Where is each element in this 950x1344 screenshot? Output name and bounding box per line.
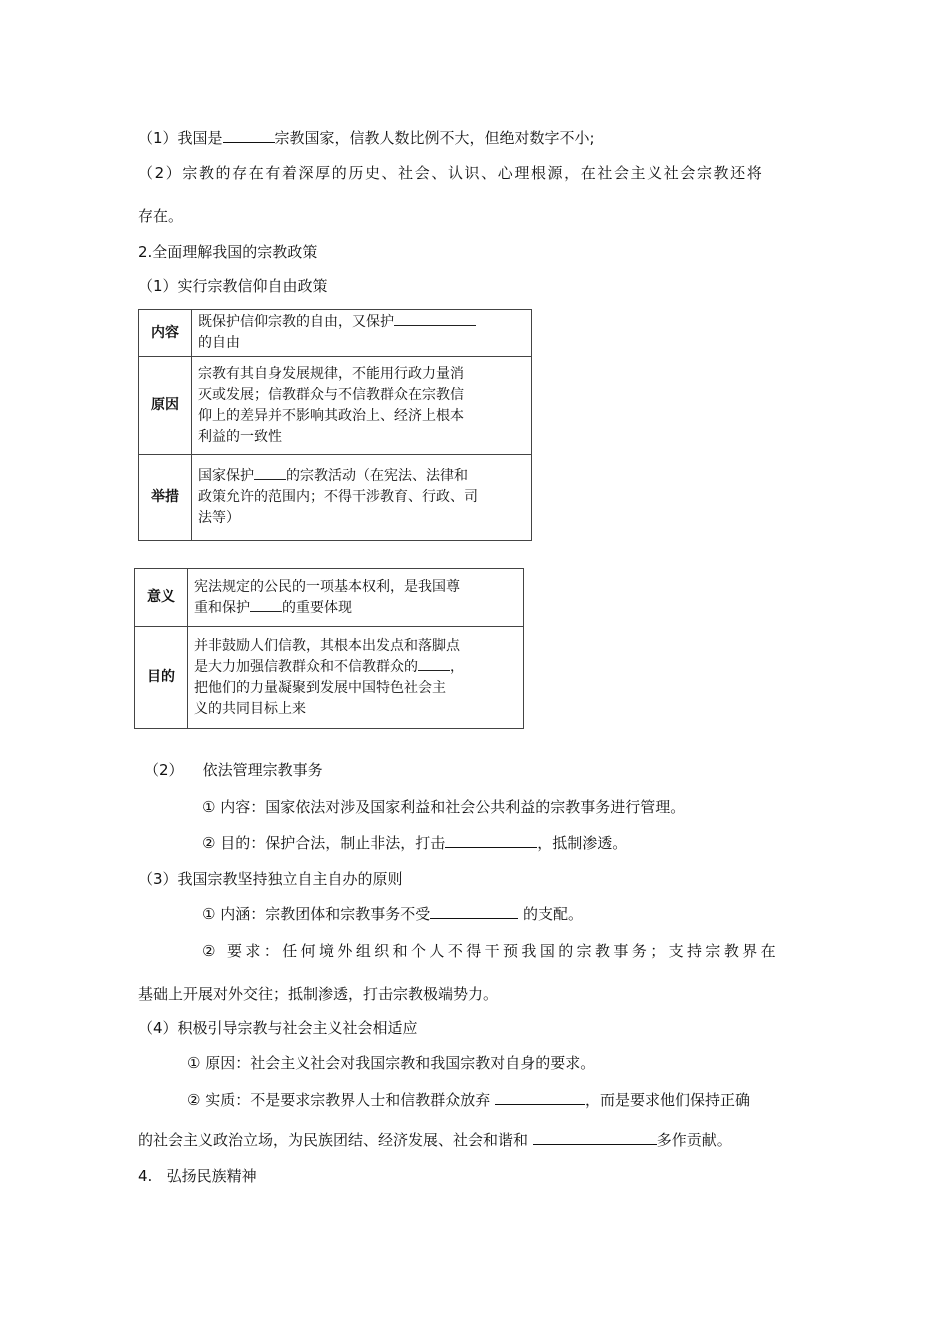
line-2: （2）宗教的存在有着深厚的历史、社会、认识、心理根源，在社会主义社会宗教还将: [138, 164, 764, 182]
fill-blank[interactable]: [495, 1090, 585, 1105]
row-header: 目的: [135, 627, 188, 729]
table-row: [139, 455, 532, 541]
line-content: ① 内容：国家依法对涉及国家利益和社会公共利益的宗教事务进行管理。: [202, 798, 686, 816]
table-cell: 既保护信仰宗教的自由，又保护 的自由: [192, 310, 532, 357]
fill-blank[interactable]: [250, 598, 282, 612]
sub-heading: （1）实行宗教信仰自由政策: [138, 277, 328, 295]
row-header: 举措: [139, 455, 192, 541]
table-row: [139, 357, 532, 455]
table-cell: 宪法规定的公民的一项基本权利，是我国尊 重和保护 的重要体现: [188, 569, 524, 627]
table-cell: 并非鼓励人们信教，其根本出发点和落脚点 是大力加强信教群众和不信教群众的 ， 把他们的力量凝聚到发展中国特色社会主 义的共同目标上来: [188, 627, 524, 729]
row-header: 内容: [139, 310, 192, 357]
section-heading: 2.全面理解我国的宗教政策: [138, 243, 318, 261]
fill-blank[interactable]: [394, 312, 476, 326]
line-essence-cont: 的社会主义政治立场，为民族团结、经济发展、社会和谐和 多作贡献。: [138, 1131, 732, 1149]
row-header: 意义: [135, 569, 188, 627]
table-row: [135, 627, 524, 729]
fill-blank[interactable]: [418, 657, 450, 671]
table-cell: 宗教有其自身发展规律，不能用行政力量消 灭或发展；信教群众与不信教群众在宗教信 仰上的差异并不影响其政治上、经济上根本 利益的一致性: [192, 357, 532, 455]
line-meaning: ① 内涵：宗教团体和宗教事务不受 的支配。: [202, 905, 583, 923]
fill-blank[interactable]: [445, 833, 537, 848]
line-1: （1）我国是 宗教国家，信教人数比例不大，但绝对数字不小;: [138, 129, 595, 147]
fill-blank[interactable]: [223, 128, 275, 143]
fill-blank[interactable]: [430, 904, 518, 919]
line-3: 存在。: [138, 207, 184, 225]
line-essence: ② 实质：不是要求宗教界人士和信教群众放弃 ，而是要求他们保持正确: [187, 1091, 751, 1109]
sub-heading-4: （4）积极引导宗教与社会主义社会相适应: [138, 1019, 418, 1037]
line-purpose: ② 目的：保护合法，制止非法，打击 ，抵制渗透。: [202, 834, 628, 852]
sub-heading-3: （3）我国宗教坚持独立自主自办的原则: [138, 870, 403, 888]
line-requirement: ② 要求：任何境外组织和个人不得干预我国的宗教事务；支持宗教界在: [202, 942, 780, 960]
line-requirement-cont: 基础上开展对外交往；抵制渗透，打击宗教极端势力。: [138, 985, 499, 1003]
line-reason: ① 原因：社会主义社会对我国宗教和我国宗教对自身的要求。: [187, 1054, 596, 1072]
row-header: 原因: [139, 357, 192, 455]
section-heading-4: 4. 弘扬民族精神: [138, 1167, 257, 1185]
fill-blank[interactable]: [254, 466, 286, 480]
table-cell: 国家保护 的宗教活动（在宪法、法律和 政策允许的范围内；不得干涉教育、行政、司 法等）: [192, 455, 532, 541]
fill-blank[interactable]: [533, 1130, 657, 1145]
sub-heading-2: （2） 依法管理宗教事务: [144, 761, 323, 779]
policy-table-2: [134, 568, 524, 729]
table-row: [139, 310, 532, 357]
policy-table-1: [138, 309, 532, 541]
table-row: [135, 569, 524, 627]
